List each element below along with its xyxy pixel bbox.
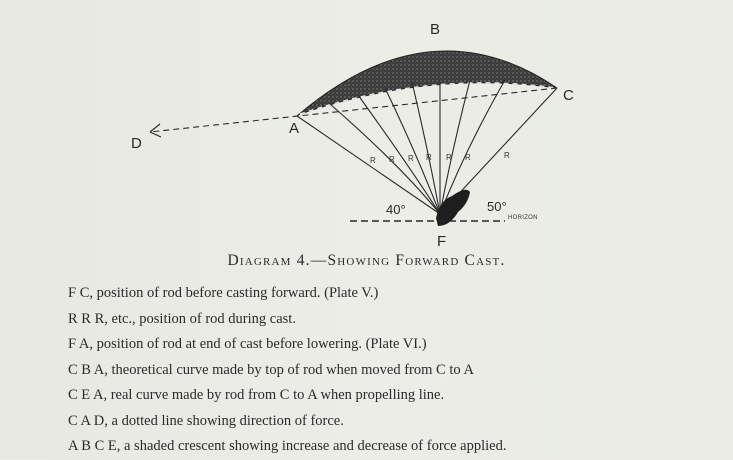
label-f: F — [437, 233, 447, 250]
rod-fa — [297, 116, 440, 214]
arrowhead-d — [150, 124, 161, 137]
rod-label: R — [465, 153, 471, 162]
legend-list — [68, 281, 708, 460]
rod-label: R — [504, 151, 510, 160]
rod-r7 — [440, 80, 505, 214]
label-c: C — [563, 87, 574, 104]
label-b: B — [430, 21, 441, 38]
rod-r1 — [330, 104, 440, 214]
label-d: D — [131, 135, 142, 152]
legend-item: A B C E, a shaded crescent showing increase and decrease of force applied. — [68, 438, 507, 454]
legend-item: C B A, theoretical curve made by top of rod when moved from C to A — [68, 361, 474, 378]
rod-label: R — [389, 155, 395, 164]
diagram-caption: Diagram 4.—Showing Forward Cast. — [227, 252, 506, 269]
rod-label: R — [408, 154, 414, 163]
legend-item: C A D, a dotted line showing direction of force. — [68, 412, 344, 429]
legend-item: R R R, etc., position of rod during cast. — [68, 310, 296, 327]
shaded-crescent — [297, 51, 557, 116]
horizon-label: HORIZON — [508, 215, 538, 221]
label-a: A — [289, 120, 300, 137]
rod-label: R — [446, 153, 452, 162]
angle-left: 40° — [386, 202, 406, 217]
rod-label: R — [370, 156, 376, 165]
legend-item: F A, position of rod at end of cast before lowering. (Plate VI.) — [68, 336, 427, 352]
angle-right: 50° — [487, 199, 507, 214]
rod-label: R — [426, 153, 432, 162]
legend-item: F C, position of rod before casting forward. (Plate V.) — [68, 285, 379, 301]
legend-item: C E A, real curve made by rod from C to A when propelling line. — [68, 387, 445, 403]
